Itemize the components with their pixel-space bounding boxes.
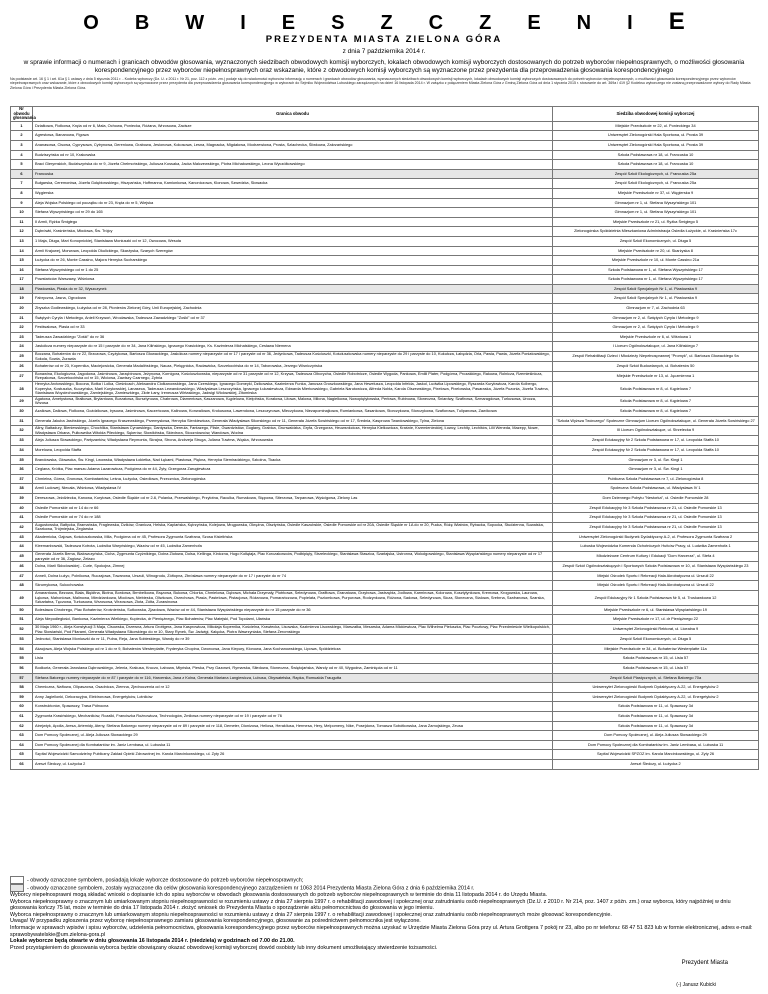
table-row [11, 571, 759, 581]
district-number: 12 [11, 227, 33, 237]
table-row [11, 740, 759, 750]
district-seat: Gimnazjum nr 3, ul. Św. Kingi 1 [553, 455, 759, 465]
district-border: Aleja Wojska Polskiego od początku do nr 23, Kręta do nr 5, Wiejska [33, 198, 553, 208]
district-seat: Szkoła Podstawowa nr 8, ul. Kąpielowa 7 [553, 382, 759, 397]
district-border: Szpital Wojewódzki Samodzielny Publiczny Zakład Opieki Zdrowotnej im. Karola Marcinkowskiego, ul. Zyty 26 [33, 750, 553, 760]
district-border: Ananasowa, Cisowa, Cyprysowa, Cytrynowa, Dereniowa, Grabowa, Jesionowa, Kokosowa, Lesna, Magnacka, Migdałowa, Modrzewiowa, Prosta, Szlachecka, Śliwkowa, Zakrzańskiego [33, 140, 553, 150]
district-seat: Miejskie Przedszkole nr 10, ul. Monte Cassino 21a [553, 256, 759, 266]
district-seat: Szkoła Podstawowa nr 11, ul. Spawaczy 3d [553, 721, 759, 731]
table-row [11, 236, 759, 246]
district-border: Jaskółcza numery nieparzyste do nr 15 i parzyste do nr 34, Jana Kilińskiego, Ignacego Krasickiego, Ks. Kazimierza Michalskiego, Cesława Niemena [33, 342, 553, 352]
district-border: Festiwalowa, Plasia od nr 33 [33, 323, 553, 333]
notice-contact: Informacje w sprawach wpisów i spisu wyborców, udzielenia pełnomocnictwa, głosowania korespondencyjnego przez wyborców niepełnosprawnych można uzyskać w Urzędzie Miasta Zielona Góra przy ul. Artura Grottgera 7 pokój nr 23, albo po nr telefonu: 68 47 51 823 lub w formie elektronicznej, adres e-mail: sprawobywatelskie@um.zielona-gora.pl [10, 925, 753, 938]
district-border: II Armii, Ryżka Śmigłego [33, 217, 553, 227]
table-row [11, 692, 759, 702]
district-number: 64 [11, 740, 33, 750]
district-seat: Społeczna Szkoła Podstawowa, ul. Władysława IV 1 [553, 484, 759, 494]
table-row [11, 654, 759, 664]
district-seat: Miejskie Przedszkole nr 22, ul. Ponieckiego 34 [553, 121, 759, 131]
table-row [11, 294, 759, 304]
district-number: 13 [11, 236, 33, 246]
district-seat: Miejskie Przedszkole nr 13, ul. Jęczmienna 1 [553, 371, 759, 381]
legend-section [10, 876, 758, 951]
districts-table [10, 106, 759, 770]
district-seat: Miejski Ośrodek Sportu i Rekreacji Hala Akrobatyczna ul. Urszuli 22 [553, 581, 759, 591]
district-border: Osiedle Pomorskie od nr 14 do nr 66 [33, 503, 553, 513]
signature-title: Prezydent Miasta [681, 960, 728, 966]
table-row [11, 396, 759, 406]
district-border: 30 Maja 1960 r., Aleja Konstytucji 3 Maja, Cisowska, Drzewna, Artura Grottgera, Jana Kasprowicza, Mikołaja Kopernika, Kościelna, Krawiecka, Lisowska, Kazimierza Lisowskiego, Marszałka, Mesarska, Adama Mickiewicza, Plac Wilhelma Pieluszka, Plac Pocztowy, Plac Przedmieście Wielkopolskich, Plac Słowiański, Pod Filarami, Generała Władysława Sikorskiego do nr 10, Stary Rynek, Św. Jadwigi, Kalęcka, Piotra Wawrzyniaka, Stefana Żeromskiego [33, 625, 553, 635]
district-number: 35 [11, 455, 33, 465]
district-seat: Uniwersytet Zielonogórski Rektorat, ul. Licealna 9 [553, 625, 759, 635]
table-row [11, 455, 759, 465]
district-number: 30 [11, 406, 33, 416]
table-row [11, 426, 759, 436]
district-border: Aleja Niepodległości, Bankowa, Kazimierza Wielkiego, Kupiecka, dr Pieniężnego, Plac Bohaterów, Plac Matejski, Pod Topolami, Ułańska [33, 615, 553, 625]
district-number: 22 [11, 323, 33, 333]
table-row [11, 503, 759, 513]
title-letter: B [134, 12, 186, 34]
district-number: 59 [11, 692, 33, 702]
district-border: Działkowa, Fiołkowa, Kręta od nr 6, Mała, Ochowa, Poniecka, Różana, Wrzosowa, Zacisze [33, 121, 553, 131]
district-number: 57 [11, 673, 33, 683]
district-border: Ceglana, Krótka, Plac marszu Adama Lazarowicza, Podgórna do nr 44, Żyty, Grzegorza Zarugiewicza [33, 465, 553, 475]
table-row [11, 635, 759, 645]
district-number: 17 [11, 275, 33, 285]
district-seat: Szkoła Podstawowa nr 1, ul. Stefana Wyszyńskiego 17 [553, 275, 759, 285]
table-row [11, 721, 759, 731]
district-number: 51 [11, 615, 33, 625]
district-seat: Gimnazjum nr 1, ul. Stefana Wyszyńskiego 101 [553, 198, 759, 208]
table-header-row [11, 107, 759, 122]
district-seat: Zespół Edukacyjny Nr 3 Szkoła Podstawowa nr 21, ul. Osiedle Pomorskie 13 [553, 522, 759, 532]
district-number: 26 [11, 362, 33, 372]
title-letter: Z [380, 12, 429, 34]
district-border: Fabryczna, Jasna, Ogrodowa [33, 294, 553, 304]
document-date: z dnia 7 października 2014 r. [342, 48, 426, 55]
table-row [11, 208, 759, 218]
table-row [11, 140, 759, 150]
district-border: Powstańców Warszawy, Wiśniowa [33, 275, 553, 285]
column-header-border: Granica obwodu [33, 107, 553, 122]
district-number: 15 [11, 256, 33, 266]
district-seat: Szpital Wojewódzki SPZOZ im. Karola Marcinkowskiego, ul. Zyty 26 [553, 750, 759, 760]
district-border: Chemiczna, Naftowa, Olipaszowa, Osadnicza, Ziemna, Zjednoczenia od nr 12 [33, 683, 553, 693]
district-border: Aleja Juliusza Słowackiego, Partyzantów, Władysława Reymonta, Skrajna, Strona, Andrzeja Struga, Juliana Tuwima, Wąska, Wrzosowska [33, 436, 553, 446]
district-seat: Szkoła Podstawowa nr 8, ul. Kąpielowa 7 [553, 406, 759, 416]
notice-registration: Wyborcy niepełnosprawni mogą składać wnioski o dopisanie ich do spisu wyborców w obwodach głosowania dostosowanych do potrzeb wyborców niepełnosprawnych w terminie do dnia 11 listopada 2014 r. do Urzędu Miasta. [10, 892, 548, 899]
district-number: 33 [11, 436, 33, 446]
district-seat: Szkoła Podstawowa nr 11, ul. Spawaczy 3d [553, 711, 759, 721]
district-border: Agrestowa, Bananowa, Figowa [33, 131, 553, 141]
district-seat: Miejskie Przedszkole nr 21, ul. Ryżka Śmigłego 5 [553, 217, 759, 227]
district-border: Tadeusza Zawadzkiego "Zośki" do nr 36 [33, 332, 553, 342]
district-number: 32 [11, 426, 33, 436]
district-number: 27 [11, 371, 33, 381]
table-row [11, 198, 759, 208]
district-border: Bułgarska, Ceremoniwa, Józefa Gołębiowskiego, Hiszpańska, Hoffmanna, Kamionkowa, Kanoniczowa, Klonowa, Szwedzka, Słowacka [33, 179, 553, 189]
district-seat: Gimnazjum nr 3, ul. Św. Kingi 1 [553, 465, 759, 475]
district-border: Akacjowa, Aleja Wojska Polskiego od nr 1 do nr 9, Bohaterów Westerplatte, Fryderyka Chopina, Dworcowa, Jana Kiepury, Klonowa, Jana Kochanowskiego, Lipowa, Spółdzielcza [33, 644, 553, 654]
table-row [11, 371, 759, 381]
district-border: Chmielna, Górna, Gronowa, Kombatantów, Leśna, Łużycka, Osiedlowa, Przecznica, Zielonogórska [33, 474, 553, 484]
district-seat: Zielonogórska Spółdzielnia Mieszkaniowa Administracja Osiedla Łużyckie, ul. Kraśnieńska 17c [553, 227, 759, 237]
district-border: Henryka Arctowskiego, Bocona, Botka i Lolka, Cieśnicach, Aleksandra Ciołkanowskiego, Jana Czerskiego, Ignacego Domeyki, Dzikowska, Kazimierza Funka, Janusza Groszkowskiego, Jana Hewelusza, Leopolda Infelda, Jaskol, Ludwika Lipowskiego, Ryszarda Kuryłowicza, Karola Kolbergo, Koperyka, Kostuszka, Kuczyńska, Marii Kuryłowskiej, Lanaseca, Tadeusza Lewandowskiego, Władysława Leszczyńska, Ignacego Łukasiewicza, Edwarda Mierkowskiego, Gabriela Narutowicza, Alfreda Nobla, Karola Olszewskiego, Pixelowa, Pixelowska, Pasaraska, Józefa Puzonia, Józefa Tuwima, Stanisława Woyciechowskiego, Zamiejskiego, Zamieszkiego, Złote Łany, Ireneusza Wirtaskiego, Jadwigi Wlolowskiej, Żitomirska [33, 382, 553, 397]
district-number: 25 [11, 352, 33, 362]
district-border: Anny Jagiellonki, Dekoracyjna, Elektronowa, Energetyków, Lotników [33, 692, 553, 702]
district-seat: Zespół Szkół Ekologicznych, ul. Francuska 25a [553, 169, 759, 179]
district-border: Generała Józefa Bema, Białowczyńska, Cicha, Zygmunta Czyżnikiego, Dolna Ziołowa, Dolsa, Kellinga, Kiniczna, Hugo Kołłątaja, Plac Korczakowców, Podbipięty, Strzeleckiego, Stanisława Staszica, Szarłajska, Ustronna, Wokołgowskiego, Stanisława Wyspiańskiego numery nieparzyste od nr 17 parzyste od nr 36, Żagiusz, Żelazo [33, 552, 553, 562]
table-row [11, 562, 759, 572]
table-row [11, 731, 759, 741]
district-number: 16 [11, 265, 33, 275]
district-number: 47 [11, 571, 33, 581]
district-seat: Zespół Edukacyjny Nr 3 Szkoła Podstawowa nr 21, ul. Osiedle Pomorskie 13 [553, 513, 759, 523]
table-row [11, 663, 759, 673]
table-row [11, 332, 759, 342]
table-row [11, 275, 759, 285]
title-letter: Z [479, 12, 528, 34]
district-number: 7 [11, 179, 33, 189]
district-number: 31 [11, 416, 33, 426]
table-row [11, 702, 759, 712]
notice-proxy: Wyborca niepełnosprawny o znacznym lub umiarkowanym stopniu niepełnosprawności w rozumieniu ustawy z dnia 27 sierpnia 1997 r. o rehabilitacji zawodowej i społecznej oraz zatrudnianiu osób niepełnosprawnych (Dz.U. z 2010 r. Nr 214, poz. 1407 z późn. zm.) oraz wyborca, który najpóźniej w dniu głosowania kończy 75 lat, może w terminie do dnia 17 listopada 2014 r. złożyć wniosek do Prezydenta Miasta o sporządzenie aktu pełnomocnictwa do głosowania w jego imieniu. [10, 898, 731, 912]
district-border: Bonawina, Ekologiczna, Jagodowa, Jaśminowa, Jarzębinowa, Jeżynowa, Kornigora, Kościuszkowska, nieparzyste od nr 31 parzyste od nr 12, Krzywa, Tadeusza Olborycha, Osiedle Robotnicze, Osiedle Wygoda, Pankowa, Emilii Plater, Podgórna, Prozakkiego, Rakowa, Rolnicza, Rzemieślnicza, Rzepakowa, Szczekocińska od nr 15, Wiciowa, Zawiszy Czarnego, Żytnia [33, 371, 553, 381]
district-number: 62 [11, 721, 33, 731]
legend-swatch-white [10, 876, 24, 884]
district-number: 14 [11, 246, 33, 256]
table-row [11, 227, 759, 237]
district-seat: Zespół Szkół Ekologicznych, ul. Francuska 25a [553, 179, 759, 189]
column-header-seat: Siedziba obwodowej komisji wyborczej [553, 107, 759, 122]
district-seat: Dom Pomocy Społecznej, ul. Aleja Juliusza Słowackiego 29 [553, 731, 759, 741]
district-border: Zygmunta Krasińskiego, Mechaników, Rozalki, Franciszka Rożnowicza, Technologów, Zmiłowa numery nieparzyste od nr 19 i parzyste od nr 76 [33, 711, 553, 721]
title-letter: I [627, 12, 669, 34]
district-number: 45 [11, 552, 33, 562]
district-seat: Publiczna Szkoła Podstawowa nr 7, ul. Zielonogórska 8 [553, 474, 759, 484]
district-number: 63 [11, 731, 33, 741]
notice-warning: Uwaga! W przypadku zgłoszenia przez wyborcę niepełnosprawnego zamiaru głosowania korespondencyjnego, głosowanie za pośrednictwem pełnomocnika jest wyłączone. [10, 918, 421, 925]
district-border: Armii Ludowej, Niecała, Wiśniowa, Władysława IV [33, 484, 553, 494]
table-row [11, 406, 759, 416]
district-border: Bodkuria, Generała Jarosława Dąbrowskiego, Jelenia, Krakusa, Kruczo, Łabowa, Młyńska, Pieska, Przy Gazowni, Rymarska, Słiedowa, Stoneczna, Świętojańska, Wandy od nr 40, Wygodna, Zaminięcia od nr 11 [33, 663, 553, 673]
table-row [11, 256, 759, 266]
table-row [11, 522, 759, 532]
district-border: Stefana Batorego numery nieparzyste do nr 87 i parzyste do nr 116, Harcerska, Jana z Kolna, Generała Mariana Langiewicza, Lubusa, Obywatelska, Rapka, Romualda Traugutta [33, 673, 553, 683]
district-border: Akademicka, Gajowa, Kościuszkowska, Mila, Podgórna od nr 45, Profesora Zygmunta Szafrana, Szosa Kisielińska [33, 532, 553, 542]
district-border: Bolesława Chrobrego, Plac Bohaterów, Krośnieńska, Sutkowska, Zjazdowa, Wazów od nr 44, Stanisława Wyspiańskiego nieparzyste do nr 15 parzyste do nr 36 [33, 605, 553, 615]
document-title [0, 8, 768, 36]
document-intro: w sprawie informacji o numerach i granicach obwodów głosowania, wyznaczonych siedzibach obwodowych komisji wyborczych, lokalach obwodowych komisji wyborczych dostosowanych do potrzeb wyborców niepełnosprawnych, o możliwości głosowania korespondencyjnego przez wyborców niepełnosprawnych oraz wskazanie, które z obwodowych komisji wyborczych są wyznaczone przez prezydenta dla przeprowadzenia głosowania korespondencyjnego [23, 59, 745, 74]
district-border: Aliny, Bałtadury, Bieniewskiego, Chochlika, Stanisława Cynarskiego, Dantyszka, Dereula, Fantazego, Flisie, Gwardzistów, Gogłany, Grabica, Grunwaldzka, Gryfa, Grzegorza, Heuwsnkcicza, Henryka Kiełkowicza, Kraśnie, Krzemienieckiej, Łowcy, Lechity, Lechitów, Lilii Weneda, Mazepy, Nowe, Władysława Orkana, Pułkownika Witolda Pileckiego, Sękerów, Słowikińska, Skiedrora, Stoczniowców, Wandowa, Wodna [33, 426, 553, 436]
district-border: Generała Jakuba Jasińskiego, Józefa Ignacego Kraszewskiego, Przemysłowa, Henryka Sienkiewicza, Generała Władysława Sikorskiego od nr 11, Generała Józefa Sowińskiego od nr 17, Średnia, Kasprowa Twardowskiego, Tylna, Zielona [33, 416, 553, 426]
table-row [11, 445, 759, 455]
district-seat: Zespół Szkół Ekonomicznych, ul. Długa 5 [553, 236, 759, 246]
district-seat: Szkoła Podstawowa nr 18, ul. Francuska 10 [553, 160, 759, 170]
table-row [11, 465, 759, 475]
district-seat: Zespół Edukacyjny Nr 3 Szkoła Podstawowa nr 21, ul. Osiedle Pomorskie 13 [553, 503, 759, 513]
district-number: 49 [11, 591, 33, 606]
district-seat: Zespół Szkół Budowlanych, ul. Bohaterów 50 [553, 362, 759, 372]
table-row [11, 436, 759, 446]
table-row [11, 750, 759, 760]
title-letter: E [281, 12, 332, 34]
table-row [11, 711, 759, 721]
district-seat: Szkoła Podstawowa nr 18, ul. Francuska 10 [553, 150, 759, 160]
table-row [11, 513, 759, 523]
title-letter: E [527, 12, 577, 34]
district-number: 44 [11, 542, 33, 552]
district-number: 46 [11, 562, 33, 572]
table-row [11, 121, 759, 131]
district-border: Jedności, Stanisława Moniuszki do nr 11, Pulna, Reja, Jana Sobieskiego, Wandy do nr 39 [33, 635, 553, 645]
signature-name: (-) Janusz Kubicki [676, 982, 716, 988]
district-seat: Gimnazjum nr 2, ul. Świętych Cyryla i Metodego 9 [553, 313, 759, 323]
table-row [11, 591, 759, 606]
district-number: 40 [11, 503, 33, 513]
district-number: 36 [11, 465, 33, 475]
table-row [11, 382, 759, 397]
district-seat: Zespół Szkół Ogólnokształcących i Sportowych Szkoła Podstawowa nr 10, ul. Stanisława Wyspiańskiego 23 [553, 562, 759, 572]
district-seat: Dom Dziennego Pobytu "Nestorka", ul. Osiedle Pomorskie 28 [553, 493, 759, 503]
district-number: 19 [11, 294, 33, 304]
title-letter: W [185, 12, 241, 34]
table-row [11, 532, 759, 542]
district-number: 23 [11, 332, 33, 342]
district-number: 54 [11, 644, 33, 654]
district-number: 6 [11, 169, 33, 179]
district-number: 65 [11, 750, 33, 760]
table-row [11, 625, 759, 635]
district-number: 10 [11, 208, 33, 218]
district-border: Anneli, Dolna Łużyc, Polnikowa, Ruczajowa, Towarowa, Urszuli, Winogrodu, Żółtopna, Zbrósława numery nieparzyste do nr 17 i parzyste do nr 74 [33, 571, 553, 581]
table-row [11, 313, 759, 323]
table-row [11, 284, 759, 294]
notice-opening-hours: Lokale wyborcze będą otwarte w dniu głosowania 16 listopada 2014 r. (niedziela) w godzinach od 7.00 do 21.00. [10, 938, 295, 945]
table-row [11, 474, 759, 484]
district-number: 60 [11, 702, 33, 712]
district-border: Piastowska, Plasia do nr 32, Wyszczynek [33, 284, 553, 294]
district-border: Skrumykowa, Sukochowska [33, 581, 553, 591]
district-seat: Zespół Rehabilitacji Dzieci i Młodzieży Niepełnosprawnej "Promyk", ul. Bartosza Głowackiego 9a [553, 352, 759, 362]
district-number: 1 [11, 121, 33, 131]
district-number: 11 [11, 217, 33, 227]
district-number: 42 [11, 522, 33, 532]
district-seat: "Szkoła Wyższa Twórczego" Społeczne Gimnazjum Liceum Ogólnokształcące, ul. Generała Józefa Sowińskiego 27 [553, 416, 759, 426]
district-number: 4 [11, 150, 33, 160]
district-seat: Zespół Szkół Ekonomicznych, ul. Długa 5 [553, 635, 759, 645]
district-seat: Uniwersytet Zielonogórski Hala Sportowa, ul. Prosta 39 [553, 131, 759, 141]
district-seat: Zespół Edukacyjny Nr 1 Szkoła Podstawowa Nr 5, ul. Truskawkowa 12 [553, 591, 759, 606]
district-seat: Zespół Szkół Specjalnych Nr 1, ul. Piastowska 9 [553, 294, 759, 304]
table-row [11, 131, 759, 141]
district-seat: Uniwersytet Zielonogórski Budynek Dydaktyczny A-22, ul. Energetyków 2 [553, 683, 759, 693]
district-border: Brandowska, Głowacka, Św. Kingi, Lwowska, Władysława Łokietka, Nad Łękami, Piastowa, Piękna, Henryka Siemiradzkiego, Szkolna, Tkacka [33, 455, 553, 465]
district-seat: Gimnazjum nr 1, ul. Stefana Wyszyńskiego 101 [553, 208, 759, 218]
district-seat: Miejskie Przedszkole nr 6, ul. Wiśniowa 1 [553, 332, 759, 342]
legend-item-accessible: - obwody oznaczone symbolem, posiadają lokale wyborcze dostosowane do potrzeb wyborców niepełnosprawnych; [10, 876, 758, 884]
district-border: Świętych Cyryla i Metodego, Anieli Krzywoń, Wrocławska, Tadeusza Zawadzkiego "Zośki" od nr 37 [33, 313, 553, 323]
district-border: Augustowska, Bałtycka, Bramańska, Fraglewska, Dzików, Granicza, Helska, Kaplańska, Kętrzyńska, Kolejowa, Mrągowska, Okrężna, Olsztyńska, Osiedle Kaszubskie, Osiedle Pomorskie od nr 20A, Osiedle Śląskie nr 1A do nr 20, Pucka, Różę Wiatrów, Rybacka, Sopocka, Studzienna, Suwalska, Szarkowa, Trójmiejska, Żeglarska [33, 522, 553, 532]
district-seat: Zespół Edukacyjny Nr 2 Szkoła Podstawowa nr 17, ul. Leopolda Staffa 10 [553, 445, 759, 455]
district-seat: Szkoła Podstawowa nr 1, ul. Stefana Wyszyńskiego 17 [553, 265, 759, 275]
table-row [11, 304, 759, 314]
table-row [11, 188, 759, 198]
district-seat: Zespół Szkół Plastycznych, ul. Stefana Batorego 70a [553, 673, 759, 683]
title-letter: S [331, 12, 381, 34]
district-number: 24 [11, 342, 33, 352]
table-row [11, 160, 759, 170]
district-border: Francuska [33, 169, 553, 179]
district-number: 38 [11, 484, 33, 494]
legend-item-correspondence: - obwody oznaczone symbolem, zostały wyznaczone dla celów głosowania korespondencyjnego zarządzeniem nr 1063 2014 Prezydenta Miasta Zielona Góra z dnia 6 października 2014 r. [10, 884, 758, 892]
district-number: 55 [11, 654, 33, 664]
district-seat: Szkoła Podstawowa nr 8, ul. Kąpielowa 7 [553, 396, 759, 406]
district-seat: Uniwersytet Zielonogórski Budynek Dydaktyczny A-2, ul. Profesora Zygmunta Szafrana 2 [553, 532, 759, 542]
title-letter: C [428, 12, 480, 34]
district-border: Lisia [33, 654, 553, 664]
table-row [11, 217, 759, 227]
district-seat: Miejskie Przedszkole nr 20, ul. Skarżyska 8 [553, 246, 759, 256]
district-border: Braci Gierymskich, Budziszyńska do nr 9, Józefa Chełmońskiego, Juliusza Kossaka, Jacka Malczewskiego, Piotra Michałowskiego, Leona Wyczółkowskiego [33, 160, 553, 170]
district-number: 29 [11, 396, 33, 406]
district-seat: Szkoła Podstawowa nr 15, ul. Lisia 57 [553, 654, 759, 664]
district-seat: Dom Pomocy Społecznej dla Kombatantów im. Janiz Lembasa, ul. Lubuska 11 [553, 740, 759, 750]
table-row [11, 179, 759, 189]
district-border: Budziszyńska od nr 10, Krakowska [33, 150, 553, 160]
table-row [11, 552, 759, 562]
district-seat: Uniwersytet Zielonogórski Hala Sportowa, ul. Prosta 39 [553, 140, 759, 150]
district-seat: Zespół Edukacyjny Nr 2 Szkoła Podstawowa nr 17, ul. Leopolda Staffa 10 [553, 436, 759, 446]
district-seat: Areszt Śledczy, ul. Łużycka 2 [553, 759, 759, 769]
district-number: 48 [11, 581, 33, 591]
district-border: Łużycka do nr 26, Monte Cassino, Majora Henryka Sucharskiego [33, 256, 553, 266]
district-number: 43 [11, 532, 33, 542]
district-seat: Uniwersytet Zielonogórski Budynek Dydaktyczny A-22, ul. Energetyków 2 [553, 692, 759, 702]
district-number: 50 [11, 605, 33, 615]
district-seat: I Liceum Ogólnokształcące, ul. Jana Kilińskiego 7 [553, 342, 759, 352]
table-row [11, 493, 759, 503]
district-seat: Miejskie Przedszkole nr 34, ul. Bohaterów Westerplatte 11a [553, 644, 759, 654]
district-border: Stefana Wyszyńskiego od nr 1 do 25 [33, 265, 553, 275]
district-number: 37 [11, 474, 33, 484]
table-row [11, 673, 759, 683]
district-seat: Lubuska Wojewódzka Komenda Ochotniczych Hufców Pracy, ul. Ludwika Zamenhofa 1 [553, 542, 759, 552]
district-number: 5 [11, 160, 33, 170]
table-row [11, 323, 759, 333]
table-row [11, 644, 759, 654]
district-seat: Miejskie Przedszkole nr 6, ul. Stanisława Wyspiańskiego 19 [553, 605, 759, 615]
district-border: Zbyszka Godlewskiego, Łużycka od nr 28, Pionierów Zielonej Góry, Unii Europejskiej, Zachodnia [33, 304, 553, 314]
district-border: Armii Krajowej, Morwowa, Leopolda Okulickiego, Skarżyska, Szarych Szeregów [33, 246, 553, 256]
table-row [11, 265, 759, 275]
table-row [11, 605, 759, 615]
legal-basis-text: Na podstawie art. 16 § 1 i art. 61a § 1 ustawy z dnia 5 stycznia 2011 r. - Kodeks wyborczy (Dz. U. z 2011 r. Nr 21, poz. 112 z późn. zm.) podaje się do wiadomości wyborców informację o numerach i granicach obwodów głosowania, wyznaczonych siedzibach obwodowych komisji wyborczych, lokalach obwodowych komisji wyborczych dostosowanych do potrzeb wyborców niepełnosprawnych, o możliwości głosowania korespondencyjnego przez wyborców niepełnosprawnych oraz wskazanie, które z obwodowych komisji wyborczych są wyznaczone przez prezydenta dla przeprowadzenia głosowania korespondencyjnego w wyborach do Sejmiku Województwa Lubuskiego zarządzonych na dzień 16 listopada 2014 r. W związku z połączeniem Miasta Zielona Góra z Gminą Zielona Góra od dnia 1 stycznia 2015 r. stosownie do art. 369a i 419 §2 Kodeksu wyborczego nie zostaną przeprowadzone wybory do Rady Miasta Zielona Góra i Prezydenta Miasta Zielona Góra. [10, 77, 751, 90]
district-number: 56 [11, 663, 33, 673]
title-letter: I [240, 12, 282, 34]
district-seat: Miejski Ośrodek Sportu i Rekreacji Hala Akrobatyczna ul. Urszuli 22 [553, 571, 759, 581]
district-border: Amarantowa, Bezowa, Biała, Błękitna, Błotna, Bordowa, Brmbelkowa, Brązowa, Bukowa, Chlorka, Chmielowa, Dębowa, Michała Drzymały, Piotrkowa, Seledynowa, Grafitowa, Granatowa, Grzybowa, Jastrzębia, Jodłowa, Karminowa, Kolorowa, Kosztylynkowa, Kremowa, Krogowska, Laurowa, Łąkowa, Mahoniowa, Malinowa, Miedziankowa, Miodowa, Niebieska, Oliwkowa, Orzechowa, Ptasia, Pastelowa, Pistacjowa, Różanowa, Pomarańczowa, Popielata, Poziomkowa, Purpurowa, Rodzynkowa, Różowa, Sadowa, Seledynowa, Sicza, Słoneczna, Stalowa, Srebrna, Szafranowa, Szarska, Szkarłatna, Tęczowa, Turkusowa, Wrzosowa, Wrzosowa, Złota, Żółta, Żurawinowa [33, 591, 553, 606]
district-number: 66 [11, 759, 33, 769]
district-number: 61 [11, 711, 33, 721]
district-border: Boczana, Bohaterów do nr 22, Brzozowa, Czyżykowa, Bartosza Głowackiego, Jaskółcza numery nieparzyste od nr 17 i parzyste od nr 36, Jedynkowa, Tadeusza Kościuszki, Kościuszkowska numery nieparzyste do 29 i parzyste do 10, Kukułcza, Łabędzia, Orla, Pawia, Pawia, Józefa Poniatowskiego, Sokola, Sowia, Żurawia [33, 352, 553, 362]
district-number: 2 [11, 131, 33, 141]
district-border: Kleemanbowski, Tadeusza Kotrota, Ludwika Waryńskiego, Wazów od nr 45, Ludwika Zamenhofa [33, 542, 553, 552]
table-row [11, 484, 759, 494]
notice-identity: Przed przystąpieniem do głosowania wyborca będzie obowiązany okazać obwodowej komisji wyborczej dowód osobisty lub inny dokument umożliwiający stwierdzenie tożsamości. [10, 944, 438, 951]
district-border: Azaliowa, Daliowa, Fiołkowa, Goździkowa, Irysowa, Jaśminowa, Kaczeńcowa, Kalinowa, Konwaliowa, Krokusowa, Lawendowa, Leszczynowa, Mleczykowa, Niezapominajkowa, Rumiankowa, Sasankowa, Storczykowa, Storczykowa, Szaflorowa, Tulipanowa, Zawilcowa [33, 406, 553, 416]
title-letter: N [576, 12, 628, 34]
table-row [11, 759, 759, 769]
notice-correspondence: Wyborca niepełnosprawny o znacznym lub umiarkowanym stopniu niepełnosprawności w rozumieniu ustawy z dnia 27 sierpnia 1997 r. o rehabilitacji zawodowej i społecznej oraz zatrudnianiu osób niepełnosprawnych może głosować korespondencyjnie. [10, 911, 612, 918]
district-border: Atrejwtyk, Apolla, Aresa, Artemidy, Ateny, Stefana Batorego numery nieparzyste od nr 89 i parzyste od nr 118, Demeter, Dionizosa, Heliosa, Herakliusa, Hermesa, Hery, Melpomeny, Nike, Posejdona, Tomasza Sobótkowska, Jana Zamojskiego, Zeusa [33, 721, 553, 731]
district-seat: Młodzieżowe Centrum Kultury i Edukacji "Dom Harcerza", ul. Stefa 4 [553, 552, 759, 562]
district-border: Dąbrówki, Kraśnieńska, Młodowa, Św. Trójcy [33, 227, 553, 237]
table-row [11, 352, 759, 362]
district-number: 34 [11, 445, 33, 455]
table-row [11, 362, 759, 372]
district-number: 58 [11, 683, 33, 693]
district-border: Morelowa, Leopolda Staffa [33, 445, 553, 455]
district-number: 28 [11, 382, 33, 397]
district-border: Dom Pomocy Społecznej dla Kombatantów im. Janiz Lembasa, ul. Lubuska 11 [33, 740, 553, 750]
district-border: Areszt Śledczy, ul. Łużycka 2 [33, 759, 553, 769]
district-border: Agatowa, Ametystowa, Brałkowa, Brylantowa, Burzatowa, Bursztynowa, Chabrowa, Diamentowa, Kaszanowa, Kąpielowa, Kiełpińska, Korałowa, Litowa, Malowa, Miłona, Nagielkowa, Nowopiętyłowska, Perłowa, Rubinowa, Słoneczna, Śniardwy, Szafirowa, Szmaragdowa, Turkusowa, Urocza, Wrzosa [33, 396, 553, 406]
district-border: Dereszowa, Jeżdżiecka, Kanowa, Kurytowa, Osiedle Śląskie od nr 2-6, Polanka, Przewalskiego, Przylotna, Raculka, Rumakowa, Stępowa, Stierzowa, Tarpanowa, Wyścigowa, Zielony Las [33, 493, 553, 503]
district-number: 9 [11, 198, 33, 208]
district-number: 39 [11, 493, 33, 503]
district-seat: Gimnazjum nr 7, ul. Zachodnia 63 [553, 304, 759, 314]
table-row [11, 683, 759, 693]
district-seat: Szkoła Podstawowa nr 15, ul. Lisia 57 [553, 663, 759, 673]
table-row [11, 246, 759, 256]
legend-swatch-grey [10, 884, 24, 892]
district-border: Dolna, Marii Skłodowskiej - Curie, Spokojna, Zimnej [33, 562, 553, 572]
district-number: 52 [11, 625, 33, 635]
title-letter: O [83, 12, 135, 34]
district-seat: Gimnazjum nr 2, ul. Świętych Cyryla i Metodego 9 [553, 323, 759, 333]
district-seat: Zespół Szkół Specjalnych Nr 1, ul. Piastowska 9 [553, 284, 759, 294]
district-border: Węgierska [33, 188, 553, 198]
district-number: 3 [11, 140, 33, 150]
district-number: 20 [11, 304, 33, 314]
district-seat: Miejskie Przedszkole nr 17, ul. dr Pieniężnego 22 [553, 615, 759, 625]
table-row [11, 169, 759, 179]
title-letter: E [668, 8, 721, 35]
district-seat: Miejskie Przedszkole nr 37, ul. Węgierska 9 [553, 188, 759, 198]
district-number: 18 [11, 284, 33, 294]
district-border: Osiedle Pomorskie od nr 74 do nr 188 [33, 513, 553, 523]
district-number: 8 [11, 188, 33, 198]
district-seat: Szkoła Podstawowa nr 11, ul. Spawaczy 3d [553, 702, 759, 712]
document-subtitle: PREZYDENTA MIASTA ZIELONA GÓRA [265, 34, 503, 45]
table-row [11, 150, 759, 160]
district-border: Stefana Wyszyńskiego od nr 29 do 165 [33, 208, 553, 218]
district-number: 53 [11, 635, 33, 645]
district-border: 1 Maja, Długa, Mari Konopnickiej, Stanisława Moniuszki od nr 12, Owocowa, Wesoła [33, 236, 553, 246]
district-border: Bohaterów od nr 23, Kopernika, Maciejowicka, Generała Madalińskiego, Nauza, Pielęgnicka, Racławicka, Szczekocińska do nr 14, Taborowska, Jerzego Wisniczyńska [33, 362, 553, 372]
district-number: 21 [11, 313, 33, 323]
district-border: Konstruktorów, Spawaczy, Trasa Północna [33, 702, 553, 712]
column-header-number: Nr obwodu głosowania [11, 107, 33, 122]
district-border: Dom Pomocy Społecznej, ul. Aleja Juliusza Słowackiego 29 [33, 731, 553, 741]
district-number: 41 [11, 513, 33, 523]
district-seat: III Liceum Ogólnokształcące, ul. Strzelecka 9 [553, 426, 759, 436]
